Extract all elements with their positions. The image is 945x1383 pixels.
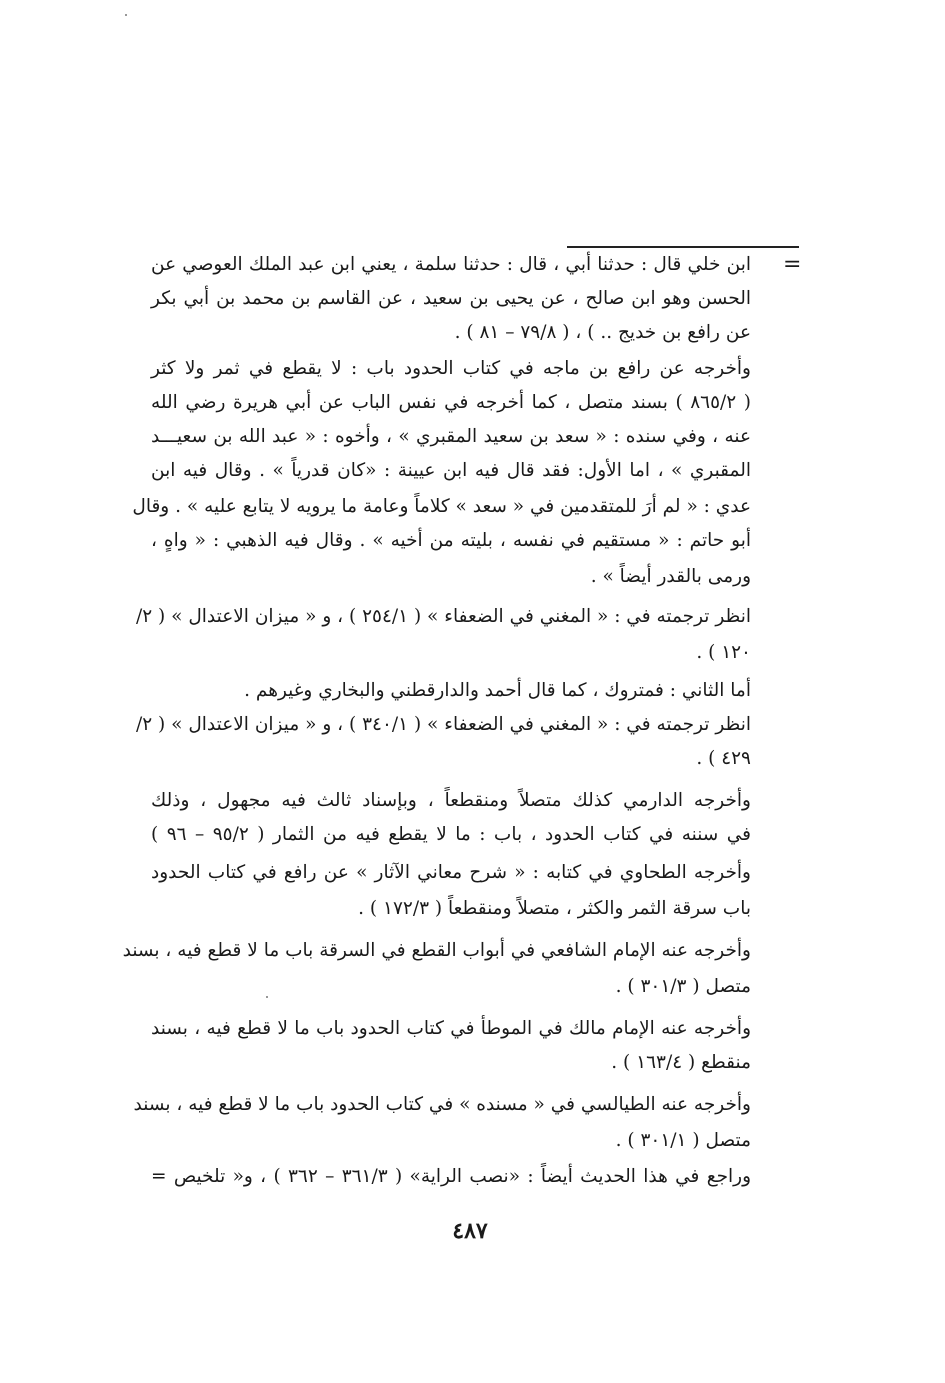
footnote-line: وأخرجه الطحاوي في كتابه : « شرح معاني الآثار » عن رافع في كتاب الحدود	[151, 862, 751, 883]
footnote-line: الحسن وهو ابن صالح ، عن يحيى بن سعيد ، عن القاسم بن محمد بن أبي بكر	[151, 288, 751, 309]
footnote-line: متصل ( ٣٠١/٣ ) .	[615, 976, 751, 997]
footnote-line: عدي : « لم أرَ للمتقدمين في « سعد » كلاماً وعامة ما يرويه لا يتابع عليه » . وقال	[132, 496, 751, 517]
footnote-line: ٤٢٩ ) .	[696, 748, 751, 769]
footnote-line: وراجع في هذا الحديث أيضاً : «نصب الراية» ( ٣٦١/٣ – ٣٦٢ ) ، و« تلخيص =	[151, 1166, 752, 1187]
footnote-line: ورمى بالقدر أيضاً » .	[590, 566, 751, 587]
footnote-line: متصل ( ٣٠١/١ ) .	[615, 1130, 751, 1151]
footnote-line: انظر ترجمته في : « المغني في الضعفاء » ( ٣٤٠/١ ) ، و « ميزان الاعتدال » ( ٢/	[135, 714, 751, 735]
footnote-line: وأخرجه عنه الإمام الشافعي في أبواب القطع في السرقة باب ما لا قطع فيه ، بسند	[122, 940, 751, 961]
footnote-line: منقطع ( ١٦٣/٤ ) .	[611, 1052, 751, 1073]
footnote-line: ١٢٠ ) .	[696, 642, 751, 663]
continuation-marker: =	[783, 252, 802, 277]
footnote-line: انظر ترجمته في : « المغني في الضعفاء » ( ٢٥٤/١ ) ، و « ميزان الاعتدال » ( ٢/	[135, 606, 751, 627]
scan-speck	[125, 14, 127, 16]
footnote-line: وأخرجه عن رافع بن ماجه في كتاب الحدود باب : لا يقطع في ثمر ولا كثر	[151, 358, 751, 379]
footnote-line: ابن خلي قال : حدثنا أبي ، قال : حدثنا سلمة ، يعني ابن عبد الملك العوصي عن	[151, 254, 751, 275]
page-number: ٤٨٧	[452, 1218, 488, 1244]
footnote-line: باب سرقة الثمر والكثر ، متصلاً ومنقطعاً ( ١٧٢/٣ ) .	[358, 898, 751, 919]
footnote-line: المقبري » ، اما الأول: فقد قال فيه ابن عيينة : «كان قدرياً » . وقال فيه ابن	[151, 460, 751, 481]
footnote-line: عنه ، وفي سنده : « سعد بن سعيد المقبري » ، وأخوه : « عبد الله بن سعيـــد	[151, 426, 751, 447]
footnote-line: وأخرجه عنه الطيالسي في « مسنده » في كتاب الحدود باب ما لا قطع فيه ، بسند	[133, 1094, 751, 1115]
scan-speck	[266, 996, 268, 998]
footnote-line: وأخرجه الدارمي كذلك متصلاً ومنقطعاً ، وبإسناد ثالث فيه مجهول ، وذلك	[151, 790, 751, 811]
footnote-line: وأخرجه عنه الإمام مالك في الموطأ في كتاب الحدود باب ما لا قطع فيه ، بسند	[151, 1018, 751, 1039]
footnote-line: ( ٨٦٥/٢ ) بسند متصل ، كما أخرجه في نفس الباب عن أبي هريرة رضي الله	[151, 392, 751, 413]
footnote-line: في سننه في كتاب الحدود ، باب : ما لا يقطع فيه من الثمار ( ٩٥/٢ – ٩٦ )	[151, 824, 752, 845]
footnote-line: أبو حاتم : « مستقيم في نفسه ، بليته من أخيه » . وقال فيه الذهبي : « واهٍ ،	[151, 530, 751, 551]
footnote-line: أما الثاني : فمتروك ، كما قال أحمد والدارقطني والبخاري وغيرهم .	[244, 680, 751, 701]
footnote-line: عن رافع بن خديج .. ) ، ( ٧٩/٨ – ٨١ ) .	[454, 322, 751, 343]
